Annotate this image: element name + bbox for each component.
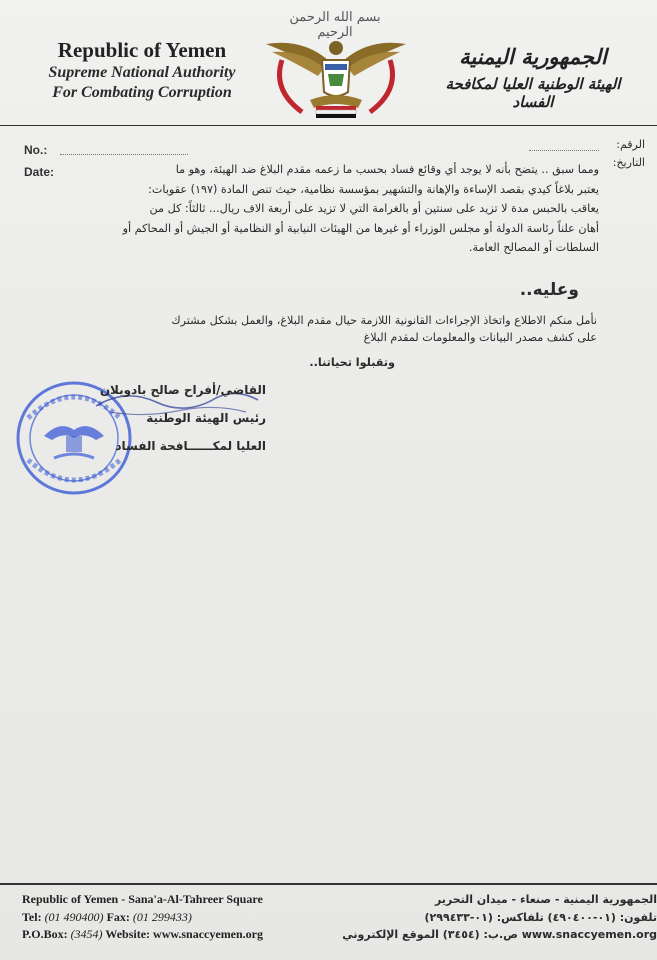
header-en-authority: Supreme National Authority bbox=[48, 64, 236, 81]
footer-english bbox=[22, 891, 263, 944]
signatory-title: رئيس الهيئة الوطنية bbox=[146, 411, 266, 425]
request-paragraph bbox=[77, 312, 597, 346]
yemen-eagle-emblem-icon bbox=[262, 30, 410, 118]
footer-pobox-line bbox=[22, 926, 263, 944]
footer-divider bbox=[0, 883, 657, 885]
signatory-title: العليا لمكــــــافحة الفساد bbox=[115, 439, 266, 453]
request-line: على كشف مصدر البيانات والمعلومات لمقدم البلاغ bbox=[363, 331, 597, 344]
tel-label: Tel: bbox=[22, 909, 42, 924]
body-line: يعاقب بالحبس مدة لا تزيد على سنتين أو بالغرامة التي لا تزيد على أربعة الاف ريال... ثالثاً: كل من bbox=[149, 202, 599, 215]
body-line: أهان علناً رئاسة الدولة أو مجلس الوزراء أو غيرها من الهيئات النيابية أو النظامية أو الجيش أو المحاكم أو bbox=[122, 221, 599, 235]
request-line: نأمل منكم الاطلاع واتخاذ الإجراءات القانونية اللازمة حيال مقدم البلاغ، والعمل بشكل مشترك bbox=[171, 314, 597, 327]
header-arabic bbox=[423, 44, 643, 111]
footer-phone-line bbox=[22, 909, 263, 927]
footer-address: Republic of Yemen - Sana'a-Al-Tahreer Square bbox=[22, 892, 263, 906]
tel-value: (01 490400) bbox=[44, 909, 104, 924]
header-divider bbox=[0, 125, 657, 126]
closing-salutation: وتقبلوا تحياتنا.. bbox=[309, 356, 395, 369]
pobox-label: P.O.Box: bbox=[22, 927, 68, 941]
ar-number-line bbox=[529, 150, 599, 151]
body-line: السلطات أو المصالح العامة. bbox=[468, 241, 599, 254]
number-label: No.: bbox=[24, 143, 48, 157]
signature-block bbox=[96, 376, 266, 460]
date-label: Date: bbox=[24, 165, 55, 179]
fax-value: (01 299433) bbox=[132, 909, 192, 924]
header-en-purpose: For Combating Corruption bbox=[52, 84, 232, 101]
footer-ar-address: الجمهورية اليمنية - صنعاء - ميدان التحرير bbox=[434, 893, 657, 906]
basmala: بسم الله الرحمن الرحيم bbox=[289, 10, 381, 40]
footer-ar-pobox: www.snaccyemen.org ص.ب: (٣٤٥٤) الموقع الإلكتروني bbox=[342, 928, 657, 941]
body-paragraph bbox=[54, 160, 599, 258]
body-line: يعتبر بلاغاً كيدي بقصد الإساءة والإهانة والتشهير بمؤسسة نظامية، حيث تنص المادة (١٩٧) عقوبات: bbox=[148, 182, 599, 196]
header-english bbox=[22, 38, 262, 103]
website-value: www.snaccyemen.org bbox=[153, 927, 264, 941]
header-ar-authority: الهيئة الوطنية العليا لمكافحة الفساد bbox=[445, 75, 621, 111]
footer-ar-phone: تلفون: (٠١-٤٩٠٤٠٠) تلفاكس: (٠١-٢٩٩٤٣٣) bbox=[424, 910, 657, 924]
header-en-country: Republic of Yemen bbox=[57, 38, 227, 62]
pobox-value: (3454) bbox=[70, 927, 103, 941]
fax-label: Fax: bbox=[106, 909, 130, 924]
signatory-name: القاضي/أفراح صالح بادويلان bbox=[99, 383, 266, 397]
ar-date-label: التاريخ: bbox=[612, 156, 645, 169]
ar-number-label: الرقم: bbox=[616, 138, 645, 151]
footer-arabic bbox=[342, 891, 657, 944]
header-ar-country: الجمهورية اليمنية bbox=[459, 44, 607, 69]
therefore-heading: وعليه.. bbox=[519, 280, 579, 300]
website-label: Website: bbox=[105, 927, 151, 941]
body-line: ومما سبق .. يتضح بأنه لا يوجد أي وقائع فساد بحسب ما زعمه مقدم البلاغ ضد الهيئة، وهو ما bbox=[175, 163, 599, 176]
number-line bbox=[60, 154, 188, 155]
